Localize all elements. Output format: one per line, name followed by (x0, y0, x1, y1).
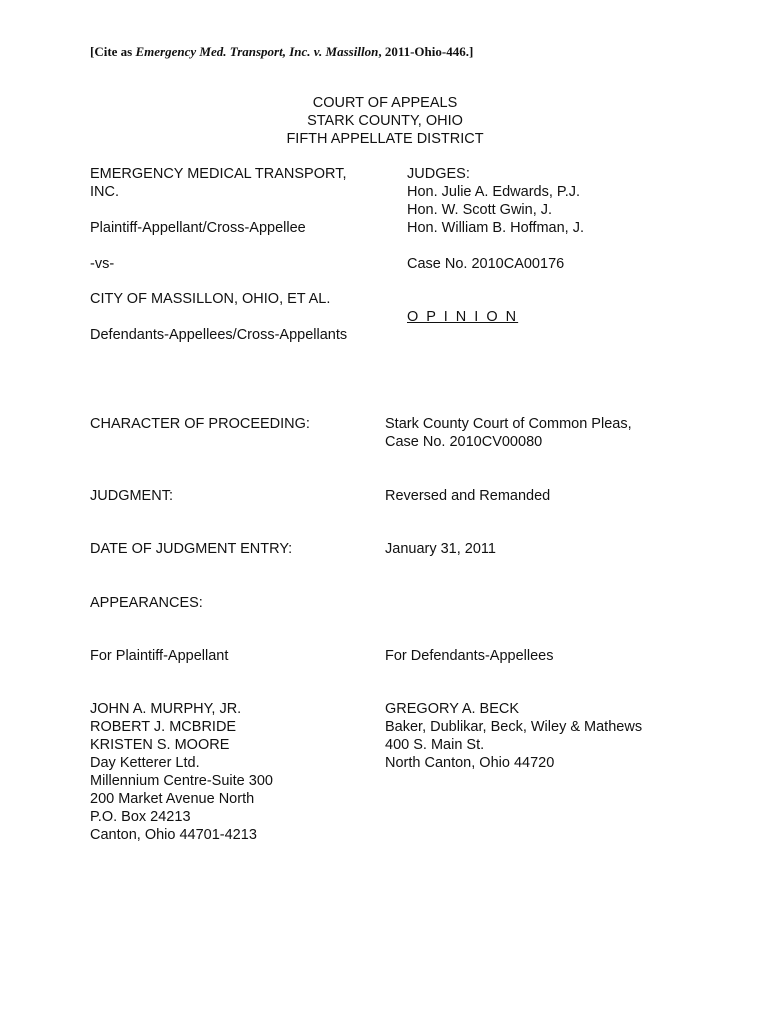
plaintiff-counsel-line: P.O. Box 24213 (90, 809, 191, 825)
defendant-counsel-line: 400 S. Main St. (385, 737, 485, 753)
citation-rest: , 2011-Ohio-446.] (378, 44, 474, 59)
court-county: STARK COUNTY, OHIO (307, 113, 463, 129)
character-value-line2: Case No. 2010CV00080 (385, 434, 543, 450)
plaintiff-counsel-line: JOHN A. MURPHY, JR. (90, 701, 242, 717)
court-name: COURT OF APPEALS (312, 95, 458, 111)
date-label: DATE OF JUDGMENT ENTRY: (90, 541, 293, 557)
plaintiff-counsel-line: Canton, Ohio 44701-4213 (90, 827, 257, 843)
judges-heading: JUDGES: (407, 166, 470, 182)
judge-1: Hon. Julie A. Edwards, P.J. (407, 184, 581, 200)
appearances-heading: APPEARANCES: (90, 595, 203, 611)
citation-line (90, 44, 473, 60)
plaintiff-counsel-heading: For Plaintiff-Appellant (90, 648, 229, 664)
date-value: January 31, 2011 (385, 541, 496, 557)
plaintiff-counsel-line: KRISTEN S. MOORE (90, 737, 230, 753)
plaintiff-name-line1: EMERGENCY MEDICAL TRANSPORT, (90, 166, 347, 182)
judge-3: Hon. William B. Hoffman, J. (407, 220, 585, 236)
defendant-counsel-line: North Canton, Ohio 44720 (385, 755, 555, 771)
plaintiff-counsel-line: 200 Market Avenue North (90, 791, 255, 807)
plaintiff-counsel-line: Day Ketterer Ltd. (90, 755, 200, 771)
defendant-counsel-heading: For Defendants-Appellees (385, 648, 554, 664)
judge-2: Hon. W. Scott Gwin, J. (407, 202, 553, 218)
defendant-counsel-line: Baker, Dublikar, Beck, Wiley & Mathews (385, 719, 643, 735)
citation-open: [Cite as (90, 44, 136, 59)
character-label: CHARACTER OF PROCEEDING: (90, 416, 310, 432)
case-number: Case No. 2010CA00176 (407, 256, 565, 272)
plaintiff-name-line2: INC. (90, 184, 119, 200)
plaintiff-counsel-line: ROBERT J. MCBRIDE (90, 719, 237, 735)
plaintiff-counsel-line: Millennium Centre-Suite 300 (90, 773, 273, 789)
citation-case-name: Emergency Med. Transport, Inc. v. Massillon (135, 44, 379, 59)
judgment-label: JUDGMENT: (90, 488, 173, 504)
character-value-line1: Stark County Court of Common Pleas, (385, 416, 632, 432)
opinion-heading: O P I N I O N (407, 309, 519, 325)
defendant-role: Defendants-Appellees/Cross-Appellants (90, 327, 348, 343)
plaintiff-role: Plaintiff-Appellant/Cross-Appellee (90, 220, 306, 236)
judgment-value: Reversed and Remanded (385, 488, 551, 504)
defendant-counsel-line: GREGORY A. BECK (385, 701, 520, 717)
court-header (0, 94, 770, 148)
versus: -vs- (90, 256, 115, 272)
court-district: FIFTH APPELLATE DISTRICT (286, 131, 484, 147)
defendant-name: CITY OF MASSILLON, OHIO, ET AL. (90, 291, 331, 307)
